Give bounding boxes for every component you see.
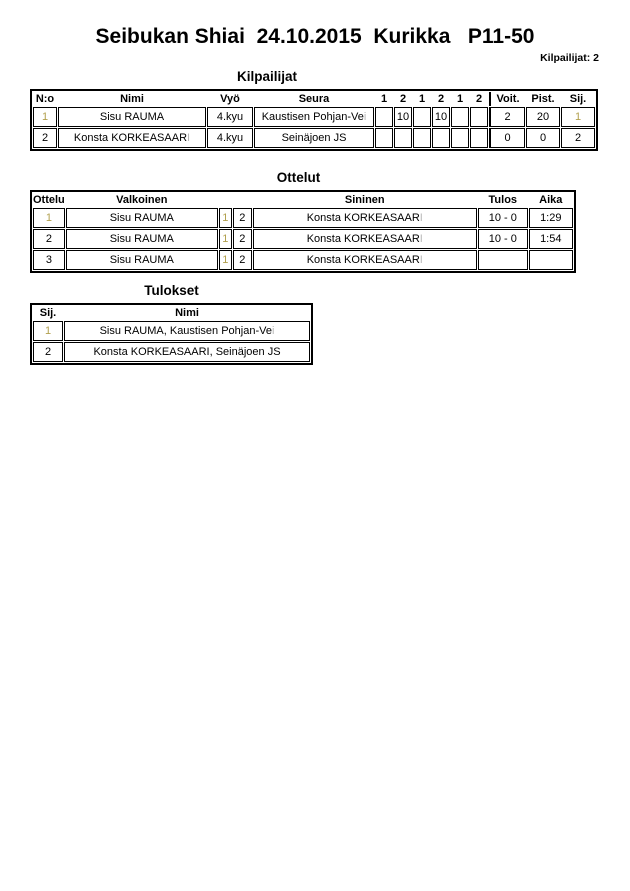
blue-competitor-number: 2	[233, 208, 252, 228]
col-header-no: N:o	[35, 92, 55, 105]
competitor-row	[33, 128, 595, 148]
blue-competitor-number: 2	[233, 229, 252, 249]
result-name	[64, 321, 310, 341]
col-header-seura: Seura	[298, 92, 330, 105]
kilpailijat-heading: Kilpailijat	[236, 69, 297, 84]
col-header-voit: Voit.	[489, 92, 525, 106]
col-header-sininen: Sininen	[344, 193, 385, 206]
competitor-belt: 4.kyu	[207, 128, 253, 148]
blue-name-text: Konsta KORKEASAAR	[306, 232, 420, 245]
competitor-belt: 4.kyu	[207, 107, 253, 127]
match-row	[33, 208, 573, 228]
score-cell	[413, 107, 431, 127]
result-row	[33, 321, 310, 341]
match-number: 3	[33, 250, 65, 270]
match-time: 1:54	[529, 229, 573, 249]
competitor-name-text: Sisu RAUMA	[99, 110, 165, 123]
match-result	[478, 250, 528, 270]
col-header-ottelu: Ottelu	[33, 193, 65, 206]
blue-competitor-name	[253, 229, 477, 249]
score-cell	[451, 128, 469, 148]
result-row	[33, 342, 310, 362]
score-cell	[432, 128, 450, 148]
competitor-row	[33, 107, 595, 127]
col-header-round-3: 1	[418, 92, 426, 105]
tulokset-heading: Tulokset	[144, 283, 199, 298]
ottelut-table	[30, 190, 576, 273]
place-cell: 2	[561, 128, 595, 148]
competitor-club-text: Seinäjoen JS	[281, 131, 347, 144]
score-cell	[413, 128, 431, 148]
col-header-round-4: 2	[437, 92, 445, 105]
blue-name-clipped-letter: I	[419, 232, 423, 245]
score-cell: 10	[432, 107, 450, 127]
white-competitor-name: Sisu RAUMA	[66, 229, 218, 249]
match-result: 10 - 0	[478, 229, 528, 249]
blue-competitor-name	[253, 208, 477, 228]
result-name-text: Konsta KORKEASAARI, Seinäjoen JS	[93, 345, 281, 358]
col-header-blue-no	[233, 193, 252, 207]
col-header-white-no	[219, 193, 232, 207]
score-cell	[470, 107, 488, 127]
col-header-round-2: 2	[399, 92, 407, 105]
score-cell: 10	[394, 107, 412, 127]
section-tulokset	[30, 283, 630, 365]
section-kilpailijat	[30, 69, 630, 151]
competitors-count-label: Kilpailijat: 2	[540, 52, 599, 64]
blue-name-text: Konsta KORKEASAAR	[306, 253, 420, 266]
score-cell	[451, 107, 469, 127]
match-number: 2	[33, 229, 65, 249]
match-row	[33, 229, 573, 249]
blue-name-clipped-letter: I	[419, 211, 423, 224]
score-cell	[470, 128, 488, 148]
result-place: 1	[33, 321, 63, 341]
white-competitor-number: 1	[219, 208, 232, 228]
competitor-name-text: Konsta KORKEASAAR	[73, 131, 188, 144]
match-time: 1:29	[529, 208, 573, 228]
competitor-club	[254, 107, 374, 127]
ottelut-heading: Ottelut	[276, 170, 321, 185]
col-header-round-6: 2	[475, 92, 483, 105]
blue-competitor-name	[253, 250, 477, 270]
col-header-pist: Pist.	[531, 92, 555, 105]
page-title: Seibukan Shiai 24.10.2015 Kurikka P11-50	[95, 25, 535, 48]
match-result: 10 - 0	[478, 208, 528, 228]
ottelut-header-row	[33, 193, 573, 207]
match-time	[529, 250, 573, 270]
score-cell	[394, 128, 412, 148]
col-header-aika: Aika	[539, 193, 563, 206]
wins-cell: 0	[489, 128, 525, 148]
match-number: 1	[33, 208, 65, 228]
place-cell: 1	[561, 107, 595, 127]
kilpailijat-table	[30, 89, 598, 151]
competitor-club	[254, 128, 374, 148]
col-header-valkoinen: Valkoinen	[116, 193, 168, 206]
match-row	[33, 250, 573, 270]
blue-competitor-number: 2	[233, 250, 252, 270]
score-cell	[375, 128, 393, 148]
result-name-text: Sisu RAUMA, Kaustisen Pohjan-Ve	[99, 324, 272, 337]
col-header-tulos: Tulos	[488, 193, 518, 206]
col-header-round-5: 1	[456, 92, 464, 105]
competitor-club-text: Kaustisen Pohjan-Ve	[261, 110, 364, 123]
kilpailijat-header-row	[33, 92, 595, 106]
col-header-nimi: Nimi	[175, 306, 199, 319]
tulokset-table	[30, 303, 313, 365]
white-competitor-name: Sisu RAUMA	[66, 250, 218, 270]
white-competitor-number: 1	[219, 250, 232, 270]
result-place: 2	[33, 342, 63, 362]
competitor-name-clipped-letter: I	[187, 131, 191, 144]
result-name	[64, 342, 310, 362]
col-header-round-1: 1	[380, 92, 388, 105]
blue-name-text: Konsta KORKEASAAR	[306, 211, 420, 224]
competitor-number: 1	[33, 107, 57, 127]
col-header-sij: Sij.	[569, 92, 587, 105]
white-competitor-name: Sisu RAUMA	[66, 208, 218, 228]
col-header-nimi: Nimi	[120, 92, 144, 105]
tulokset-header-row	[33, 306, 310, 320]
competitor-number: 2	[33, 128, 57, 148]
competitor-club-clipped-letter: i	[363, 110, 367, 123]
wins-cell: 2	[489, 107, 525, 127]
points-cell: 20	[526, 107, 560, 127]
blue-name-clipped-letter: I	[419, 253, 423, 266]
result-name-clipped-letter: i	[271, 324, 275, 337]
competitor-name	[58, 128, 206, 148]
white-competitor-number: 1	[219, 229, 232, 249]
col-header-sij: Sij.	[39, 306, 57, 319]
section-ottelut	[30, 170, 630, 273]
score-cell	[375, 107, 393, 127]
points-cell: 0	[526, 128, 560, 148]
competitor-name	[58, 107, 206, 127]
col-header-vyo: Vyö	[220, 92, 240, 105]
